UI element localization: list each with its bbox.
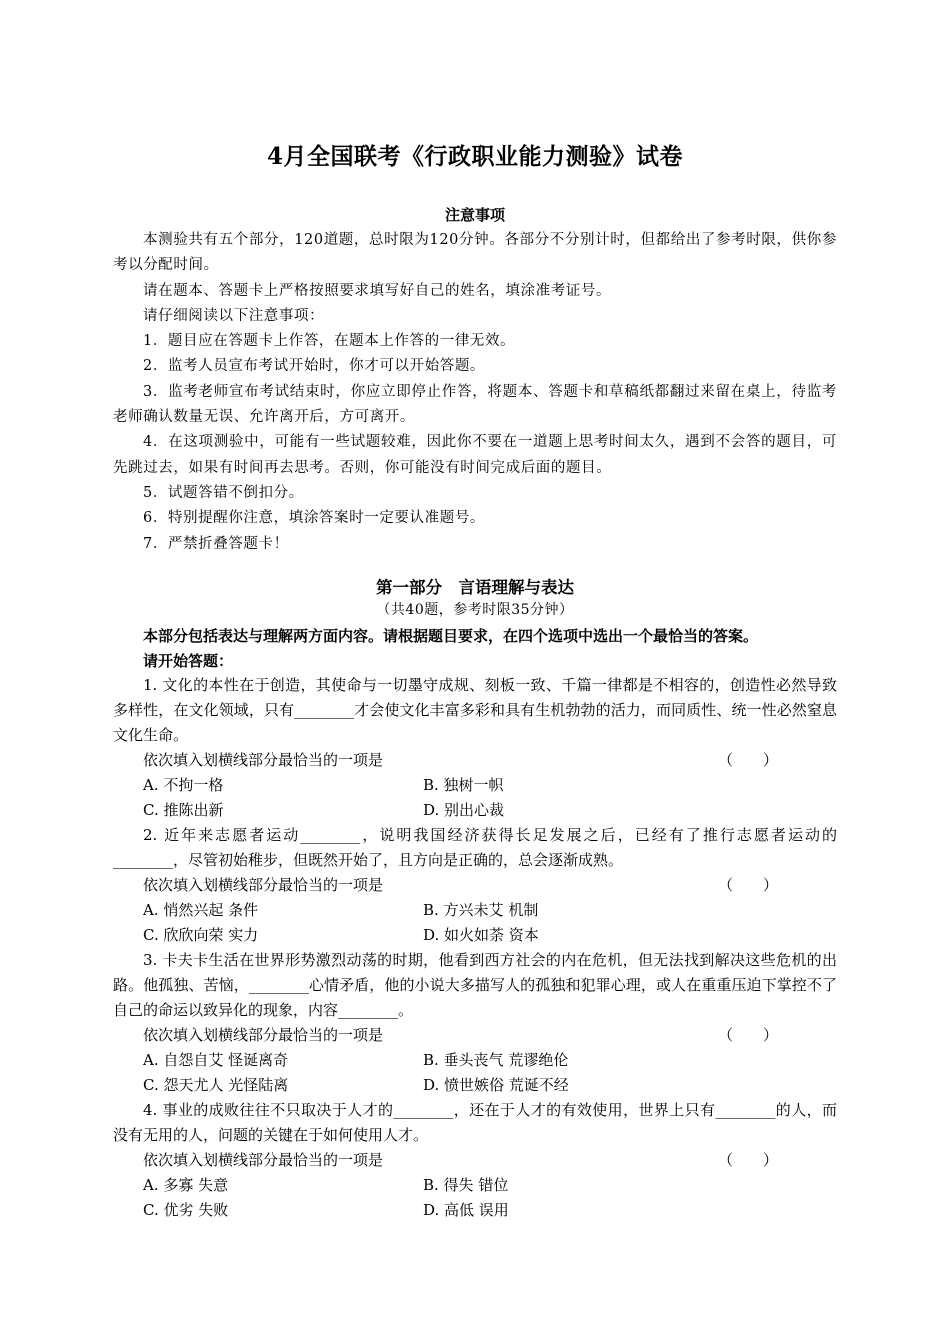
option-row <box>113 1073 837 1098</box>
question-1 <box>113 673 837 823</box>
option-d: D. 别出心裁 <box>423 801 505 819</box>
question-prompt <box>113 748 837 773</box>
notice-item: 1．题目应在答题卡上作答，在题本上作答的一律无效。 <box>143 333 516 350</box>
prompt-text: 依次填入划横线部分最恰当的一项是 <box>143 1026 384 1044</box>
option-a: A. 不拘一格 <box>143 776 224 794</box>
question-prompt <box>113 1023 837 1048</box>
option-c: C. 推陈出新 <box>143 801 224 819</box>
option-b: B. 方兴未艾 机制 <box>423 901 539 919</box>
question-stem: 4. 事业的成败往往不只取决于人才的________，还在于人才的有效使用，世界上只有________的人，而没有无用的人，问题的关键在于如何使用人才。 <box>113 1101 837 1144</box>
option-a: A. 自怨自艾 怪诞离奇 <box>143 1051 289 1069</box>
instruction-line: 本部分包括表达与理解两方面内容。请根据题目要求，在四个选项中选出一个最恰当的答案。 <box>143 627 759 645</box>
exam-title: 4月全国联考《行政职业能力测验》试卷 <box>266 143 683 170</box>
notice-paragraph: 请仔细阅读以下注意事项： <box>143 307 325 324</box>
question-stem: 2. 近年来志愿者运动________，说明我国经济获得长足发展之后，已经有了推行志愿者运动的________，尽管初始稚步，但既然开始了，且方向是正确的，总会逐渐成熟。 <box>113 826 837 869</box>
question-stem: 1. 文化的本性在于创造，其使命与一切墨守成规、刻板一致、千篇一律都是不相容的，创造性必然导致多样性，在文化领域，只有________才会使文化丰富多彩和具有生机勃勃的活力，而同质性、统一性必然窒息文化生命。 <box>113 676 837 744</box>
notice-item: 4．在这项测验中，可能有一些试题较难，因此你不要在一道题上思考时间太久，遇到不会答的题目，可先跳过去，如果有时间再去思考。否则，你可能没有时间完成后面的题目。 <box>113 434 837 476</box>
option-row <box>113 1173 837 1198</box>
question-2 <box>113 823 837 948</box>
notice-item: 7．严禁折叠答题卡！ <box>143 535 289 552</box>
option-row <box>113 798 837 823</box>
answer-parentheses: （ ） <box>718 1151 779 1169</box>
question-4 <box>113 1098 837 1223</box>
option-a: A. 悄然兴起 条件 <box>143 901 259 919</box>
notice-paragraph: 请在题本、答题卡上严格按照要求填写好自己的姓名，填涂准考证号。 <box>143 282 612 299</box>
question-stem: 3. 卡夫卡生活在世界形势激烈动荡的时期，他看到西方社会的内在危机，但无法找到解决这些危机的出路。他孤独、苦恼，________心情矛盾，他的小说大多描写人的孤独和犯罪心理，或人在重重压迫下掌控不了自己的命运以致异化的现象，内容________。 <box>113 951 837 1019</box>
instruction-line: 请开始答题： <box>143 652 234 670</box>
option-b: B. 垂头丧气 荒谬绝伦 <box>423 1051 569 1069</box>
notice-paragraph: 本测验共有五个部分，120道题，总时限为120分钟。各部分不分别计时，但都给出了参考时限，供你参考以分配时间。 <box>113 232 837 274</box>
question-prompt <box>113 873 837 898</box>
option-row <box>113 923 837 948</box>
notice-item: 2．监考人员宣布考试开始时，你才可以开始答题。 <box>143 358 486 375</box>
notice-item: 5．试题答错不倒扣分。 <box>143 484 304 501</box>
option-b: B. 独树一帜 <box>423 776 504 794</box>
question-list <box>113 673 837 1223</box>
option-a: A. 多寡 失意 <box>143 1176 229 1194</box>
option-d: D. 愤世嫉俗 荒诞不经 <box>423 1076 569 1094</box>
prompt-text: 依次填入划横线部分最恰当的一项是 <box>143 876 384 894</box>
option-c: C. 优劣 失败 <box>143 1201 229 1219</box>
option-row <box>113 898 837 923</box>
part1-subheading: （共40题，参考时限35分钟） <box>376 602 574 618</box>
notice-item: 6．特别提醒你注意，填涂答案时一定要认准题号。 <box>143 510 486 527</box>
prompt-text: 依次填入划横线部分最恰当的一项是 <box>143 1151 384 1169</box>
prompt-text: 依次填入划横线部分最恰当的一项是 <box>143 751 384 769</box>
option-d: D. 如火如荼 资本 <box>423 926 539 944</box>
option-c: C. 欣欣向荣 实力 <box>143 926 259 944</box>
part1-instructions <box>113 624 837 674</box>
option-row <box>113 1198 837 1223</box>
answer-parentheses: （ ） <box>718 876 779 894</box>
part1-heading: 第一部分 言语理解与表达 <box>376 578 574 597</box>
option-c: C. 怨天尤人 光怪陆离 <box>143 1076 289 1094</box>
answer-parentheses: （ ） <box>718 751 779 769</box>
question-3 <box>113 948 837 1098</box>
option-d: D. 高低 误用 <box>423 1201 509 1219</box>
question-prompt <box>113 1148 837 1173</box>
option-b: B. 得失 错位 <box>423 1176 509 1194</box>
notice-section <box>113 228 837 557</box>
notice-item: 3．监考老师宣布考试结束时，你应立即停止作答，将题本、答题卡和草稿纸都翻过来留在桌上，待监考老师确认数量无误、允许离开后，方可离开。 <box>113 383 837 426</box>
option-row <box>113 1048 837 1073</box>
answer-parentheses: （ ） <box>718 1026 779 1044</box>
option-row <box>113 773 837 798</box>
notice-heading: 注意事项 <box>444 206 505 224</box>
